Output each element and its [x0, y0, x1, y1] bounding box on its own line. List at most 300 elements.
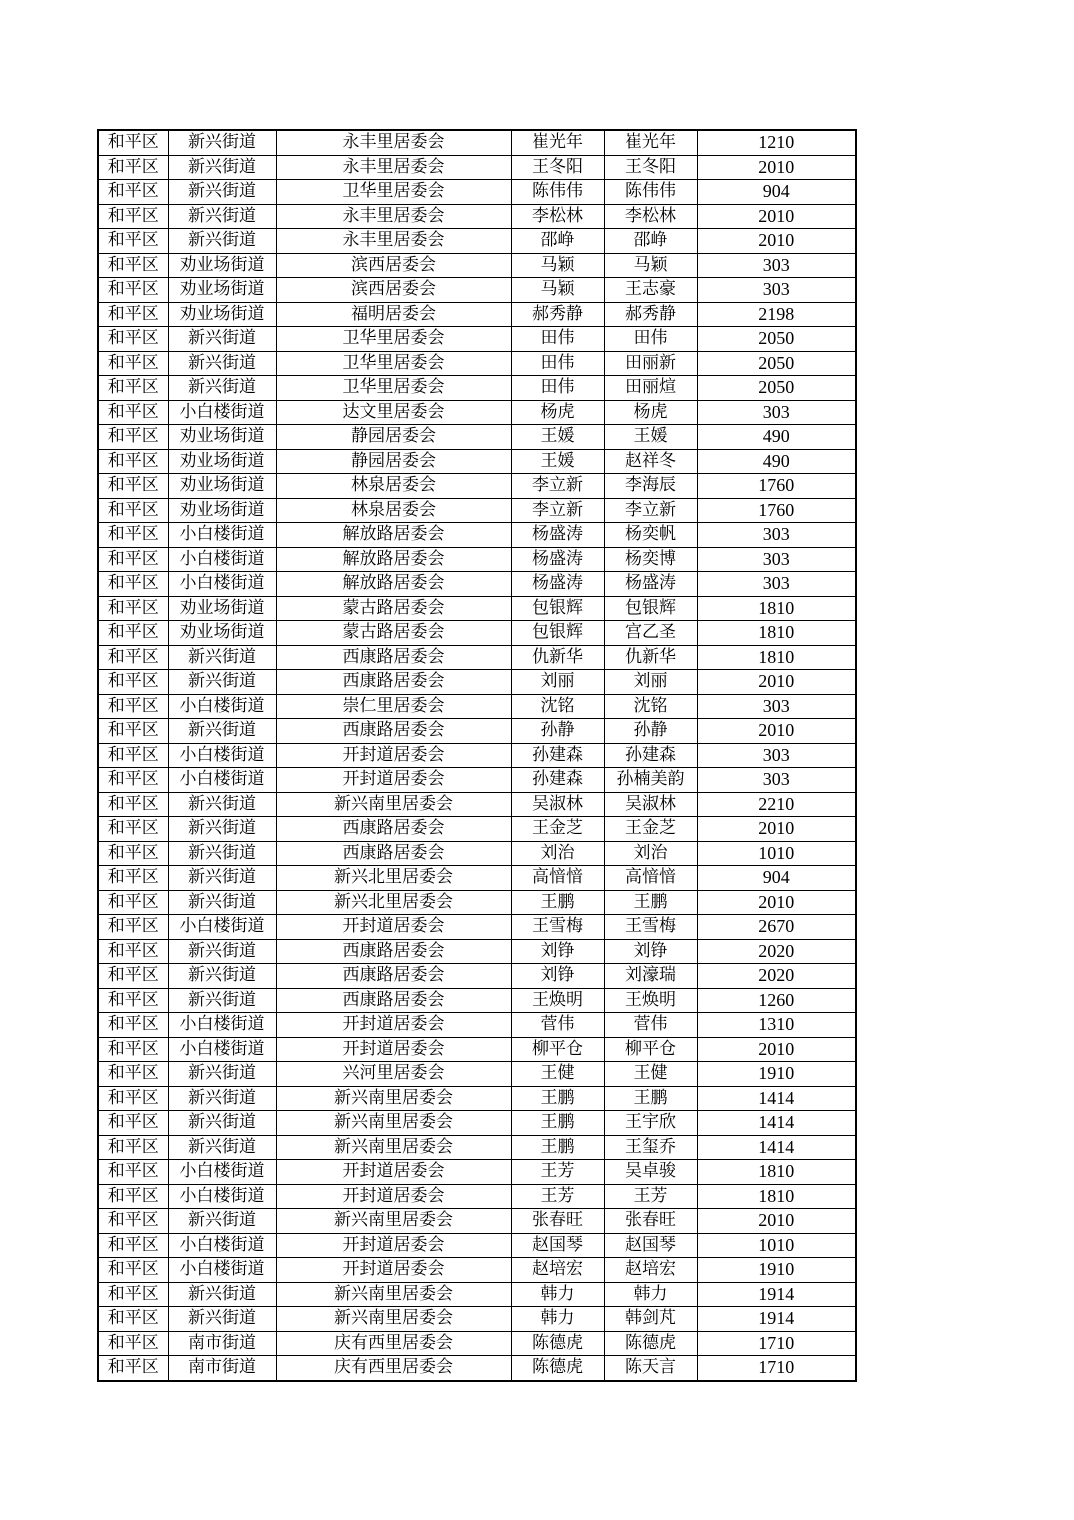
- member-name-cell: 赵培宏: [604, 1258, 697, 1283]
- district-cell: 和平区: [98, 376, 168, 401]
- district-cell: 和平区: [98, 204, 168, 229]
- committee-cell: 解放路居委会: [276, 572, 511, 597]
- committee-cell: 新兴南里居委会: [276, 1209, 511, 1234]
- head-name-cell: 陈德虎: [511, 1356, 604, 1381]
- street-cell: 南市街道: [168, 1356, 276, 1381]
- street-cell: 新兴街道: [168, 866, 276, 891]
- committee-cell: 解放路居委会: [276, 523, 511, 548]
- table-row: [98, 130, 856, 155]
- amount-cell: 2020: [697, 939, 856, 964]
- committee-cell: 开封道居委会: [276, 1160, 511, 1185]
- district-cell: 和平区: [98, 327, 168, 352]
- amount-cell: 1310: [697, 1013, 856, 1038]
- district-cell: 和平区: [98, 547, 168, 572]
- street-cell: 小白楼街道: [168, 400, 276, 425]
- street-cell: 劝业场街道: [168, 425, 276, 450]
- head-name-cell: 吴淑林: [511, 792, 604, 817]
- committee-cell: 静园居委会: [276, 425, 511, 450]
- head-name-cell: 刘治: [511, 841, 604, 866]
- street-cell: 新兴街道: [168, 204, 276, 229]
- street-cell: 小白楼街道: [168, 743, 276, 768]
- committee-cell: 西康路居委会: [276, 939, 511, 964]
- member-name-cell: 陈天言: [604, 1356, 697, 1381]
- street-cell: 小白楼街道: [168, 694, 276, 719]
- member-name-cell: 仇新华: [604, 645, 697, 670]
- head-name-cell: 王鹏: [511, 890, 604, 915]
- street-cell: 新兴街道: [168, 155, 276, 180]
- head-name-cell: 高愔愔: [511, 866, 604, 891]
- member-name-cell: 杨奕博: [604, 547, 697, 572]
- table-row: [98, 425, 856, 450]
- head-name-cell: 王鹏: [511, 1086, 604, 1111]
- table-row: [98, 768, 856, 793]
- amount-cell: 1414: [697, 1111, 856, 1136]
- head-name-cell: 王芳: [511, 1160, 604, 1185]
- street-cell: 劝业场街道: [168, 498, 276, 523]
- head-name-cell: 杨虎: [511, 400, 604, 425]
- head-name-cell: 孙建森: [511, 743, 604, 768]
- committee-cell: 西康路居委会: [276, 841, 511, 866]
- street-cell: 新兴街道: [168, 890, 276, 915]
- district-cell: 和平区: [98, 719, 168, 744]
- table-row: [98, 1258, 856, 1283]
- table-row: [98, 1209, 856, 1234]
- district-cell: 和平区: [98, 155, 168, 180]
- district-cell: 和平区: [98, 1307, 168, 1332]
- table-row: [98, 180, 856, 205]
- amount-cell: 303: [697, 523, 856, 548]
- head-name-cell: 李立新: [511, 498, 604, 523]
- street-cell: 劝业场街道: [168, 253, 276, 278]
- head-name-cell: 孙静: [511, 719, 604, 744]
- member-name-cell: 刘濠瑞: [604, 964, 697, 989]
- committee-cell: 卫华里居委会: [276, 376, 511, 401]
- table-row: [98, 988, 856, 1013]
- table-row: [98, 302, 856, 327]
- member-name-cell: 孙建森: [604, 743, 697, 768]
- member-name-cell: 田伟: [604, 327, 697, 352]
- committee-cell: 达文里居委会: [276, 400, 511, 425]
- member-name-cell: 刘丽: [604, 670, 697, 695]
- street-cell: 新兴街道: [168, 1307, 276, 1332]
- member-name-cell: 王芳: [604, 1184, 697, 1209]
- district-cell: 和平区: [98, 1209, 168, 1234]
- street-cell: 新兴街道: [168, 1135, 276, 1160]
- street-cell: 小白楼街道: [168, 1037, 276, 1062]
- table-row: [98, 1037, 856, 1062]
- member-name-cell: 赵国琴: [604, 1233, 697, 1258]
- district-cell: 和平区: [98, 229, 168, 254]
- amount-cell: 303: [697, 400, 856, 425]
- member-name-cell: 韩力: [604, 1282, 697, 1307]
- member-name-cell: 沈铭: [604, 694, 697, 719]
- amount-cell: 303: [697, 253, 856, 278]
- member-name-cell: 田丽煊: [604, 376, 697, 401]
- district-cell: 和平区: [98, 253, 168, 278]
- amount-cell: 303: [697, 278, 856, 303]
- committee-cell: 新兴南里居委会: [276, 792, 511, 817]
- committee-cell: 永丰里居委会: [276, 155, 511, 180]
- district-cell: 和平区: [98, 743, 168, 768]
- head-name-cell: 王金芝: [511, 817, 604, 842]
- member-name-cell: 杨盛涛: [604, 572, 697, 597]
- committee-cell: 新兴南里居委会: [276, 1086, 511, 1111]
- amount-cell: 1710: [697, 1356, 856, 1381]
- head-name-cell: 菅伟: [511, 1013, 604, 1038]
- head-name-cell: 孙建森: [511, 768, 604, 793]
- table-row: [98, 1111, 856, 1136]
- table-row: [98, 1086, 856, 1111]
- street-cell: 劝业场街道: [168, 474, 276, 499]
- table-row: [98, 204, 856, 229]
- head-name-cell: 王鹏: [511, 1135, 604, 1160]
- amount-cell: 1210: [697, 130, 856, 155]
- street-cell: 小白楼街道: [168, 915, 276, 940]
- head-name-cell: 柳平仓: [511, 1037, 604, 1062]
- member-name-cell: 王金芝: [604, 817, 697, 842]
- committee-cell: 新兴北里居委会: [276, 890, 511, 915]
- district-cell: 和平区: [98, 1062, 168, 1087]
- member-name-cell: 李海辰: [604, 474, 697, 499]
- street-cell: 小白楼街道: [168, 1258, 276, 1283]
- district-cell: 和平区: [98, 939, 168, 964]
- head-name-cell: 沈铭: [511, 694, 604, 719]
- member-name-cell: 刘治: [604, 841, 697, 866]
- table-row: [98, 915, 856, 940]
- member-name-cell: 杨奕帆: [604, 523, 697, 548]
- street-cell: 新兴街道: [168, 229, 276, 254]
- district-cell: 和平区: [98, 768, 168, 793]
- committee-cell: 西康路居委会: [276, 988, 511, 1013]
- district-cell: 和平区: [98, 1160, 168, 1185]
- district-cell: 和平区: [98, 670, 168, 695]
- street-cell: 劝业场街道: [168, 278, 276, 303]
- district-cell: 和平区: [98, 841, 168, 866]
- table-row: [98, 621, 856, 646]
- amount-cell: 904: [697, 180, 856, 205]
- district-cell: 和平区: [98, 1135, 168, 1160]
- committee-cell: 兴河里居委会: [276, 1062, 511, 1087]
- member-name-cell: 韩剑芃: [604, 1307, 697, 1332]
- district-cell: 和平区: [98, 449, 168, 474]
- district-cell: 和平区: [98, 351, 168, 376]
- head-name-cell: 王雪梅: [511, 915, 604, 940]
- member-name-cell: 包银辉: [604, 596, 697, 621]
- member-name-cell: 刘铮: [604, 939, 697, 964]
- member-name-cell: 王宇欣: [604, 1111, 697, 1136]
- district-cell: 和平区: [98, 817, 168, 842]
- table-row: [98, 327, 856, 352]
- district-cell: 和平区: [98, 694, 168, 719]
- head-name-cell: 田伟: [511, 376, 604, 401]
- member-name-cell: 陈德虎: [604, 1331, 697, 1356]
- amount-cell: 303: [697, 572, 856, 597]
- member-name-cell: 王冬阳: [604, 155, 697, 180]
- table-row: [98, 792, 856, 817]
- head-name-cell: 刘丽: [511, 670, 604, 695]
- table-row: [98, 1135, 856, 1160]
- head-name-cell: 王鹏: [511, 1111, 604, 1136]
- amount-cell: 2010: [697, 155, 856, 180]
- amount-cell: 1010: [697, 841, 856, 866]
- table-row: [98, 1356, 856, 1381]
- member-name-cell: 王媛: [604, 425, 697, 450]
- district-cell: 和平区: [98, 572, 168, 597]
- head-name-cell: 仇新华: [511, 645, 604, 670]
- table-row: [98, 1233, 856, 1258]
- table-row: [98, 1062, 856, 1087]
- member-name-cell: 王焕明: [604, 988, 697, 1013]
- district-cell: 和平区: [98, 425, 168, 450]
- amount-cell: 1010: [697, 1233, 856, 1258]
- street-cell: 新兴街道: [168, 670, 276, 695]
- street-cell: 新兴街道: [168, 792, 276, 817]
- amount-cell: 303: [697, 547, 856, 572]
- member-name-cell: 高愔愔: [604, 866, 697, 891]
- amount-cell: 2010: [697, 229, 856, 254]
- member-name-cell: 田丽新: [604, 351, 697, 376]
- street-cell: 新兴街道: [168, 130, 276, 155]
- head-name-cell: 王媛: [511, 425, 604, 450]
- member-name-cell: 王玺乔: [604, 1135, 697, 1160]
- district-cell: 和平区: [98, 915, 168, 940]
- district-cell: 和平区: [98, 400, 168, 425]
- district-cell: 和平区: [98, 1184, 168, 1209]
- head-name-cell: 赵国琴: [511, 1233, 604, 1258]
- member-name-cell: 王鹏: [604, 1086, 697, 1111]
- member-name-cell: 宫乙圣: [604, 621, 697, 646]
- member-name-cell: 王健: [604, 1062, 697, 1087]
- committee-cell: 永丰里居委会: [276, 204, 511, 229]
- table-row: [98, 670, 856, 695]
- member-name-cell: 李松林: [604, 204, 697, 229]
- district-cell: 和平区: [98, 278, 168, 303]
- amount-cell: 2050: [697, 327, 856, 352]
- amount-cell: 2670: [697, 915, 856, 940]
- head-name-cell: 田伟: [511, 351, 604, 376]
- district-cell: 和平区: [98, 1111, 168, 1136]
- district-cell: 和平区: [98, 596, 168, 621]
- table-row: [98, 498, 856, 523]
- committee-cell: 解放路居委会: [276, 547, 511, 572]
- amount-cell: 2020: [697, 964, 856, 989]
- street-cell: 劝业场街道: [168, 449, 276, 474]
- table-body: [98, 130, 856, 1381]
- committee-cell: 新兴南里居委会: [276, 1307, 511, 1332]
- table-row: [98, 155, 856, 180]
- amount-cell: 2010: [697, 1209, 856, 1234]
- committee-cell: 开封道居委会: [276, 1184, 511, 1209]
- district-cell: 和平区: [98, 1331, 168, 1356]
- table-row: [98, 229, 856, 254]
- street-cell: 新兴街道: [168, 645, 276, 670]
- amount-cell: 2010: [697, 204, 856, 229]
- table-row: [98, 841, 856, 866]
- street-cell: 劝业场街道: [168, 302, 276, 327]
- amount-cell: 2050: [697, 376, 856, 401]
- member-name-cell: 李立新: [604, 498, 697, 523]
- amount-cell: 303: [697, 694, 856, 719]
- head-name-cell: 王健: [511, 1062, 604, 1087]
- committee-cell: 蒙古路居委会: [276, 596, 511, 621]
- table-row: [98, 890, 856, 915]
- amount-cell: 1810: [697, 596, 856, 621]
- member-name-cell: 王雪梅: [604, 915, 697, 940]
- member-name-cell: 孙楠美韵: [604, 768, 697, 793]
- street-cell: 新兴街道: [168, 1086, 276, 1111]
- table-row: [98, 474, 856, 499]
- member-name-cell: 柳平仓: [604, 1037, 697, 1062]
- street-cell: 小白楼街道: [168, 523, 276, 548]
- committee-cell: 开封道居委会: [276, 743, 511, 768]
- table-row: [98, 1307, 856, 1332]
- street-cell: 小白楼街道: [168, 572, 276, 597]
- head-name-cell: 包银辉: [511, 621, 604, 646]
- member-name-cell: 张春旺: [604, 1209, 697, 1234]
- district-cell: 和平区: [98, 964, 168, 989]
- head-name-cell: 包银辉: [511, 596, 604, 621]
- member-name-cell: 吴淑林: [604, 792, 697, 817]
- amount-cell: 2210: [697, 792, 856, 817]
- head-name-cell: 马颖: [511, 278, 604, 303]
- table-row: [98, 400, 856, 425]
- table-row: [98, 596, 856, 621]
- amount-cell: 2010: [697, 890, 856, 915]
- committee-cell: 西康路居委会: [276, 645, 511, 670]
- amount-cell: 1914: [697, 1307, 856, 1332]
- committee-cell: 林泉居委会: [276, 498, 511, 523]
- table-row: [98, 1331, 856, 1356]
- member-name-cell: 王志豪: [604, 278, 697, 303]
- table-row: [98, 964, 856, 989]
- table-row: [98, 694, 856, 719]
- street-cell: 新兴街道: [168, 376, 276, 401]
- amount-cell: 1260: [697, 988, 856, 1013]
- amount-cell: 904: [697, 866, 856, 891]
- table-row: [98, 1160, 856, 1185]
- district-cell: 和平区: [98, 180, 168, 205]
- committee-cell: 新兴南里居委会: [276, 1282, 511, 1307]
- head-name-cell: 陈伟伟: [511, 180, 604, 205]
- district-cell: 和平区: [98, 1258, 168, 1283]
- amount-cell: 490: [697, 425, 856, 450]
- member-name-cell: 崔光年: [604, 130, 697, 155]
- street-cell: 新兴街道: [168, 1062, 276, 1087]
- head-name-cell: 杨盛涛: [511, 547, 604, 572]
- member-name-cell: 王鹏: [604, 890, 697, 915]
- head-name-cell: 韩力: [511, 1282, 604, 1307]
- table-row: [98, 939, 856, 964]
- member-name-cell: 赵祥冬: [604, 449, 697, 474]
- head-name-cell: 王媛: [511, 449, 604, 474]
- street-cell: 小白楼街道: [168, 1233, 276, 1258]
- table-row: [98, 572, 856, 597]
- committee-cell: 西康路居委会: [276, 670, 511, 695]
- table-row: [98, 866, 856, 891]
- amount-cell: 1910: [697, 1258, 856, 1283]
- head-name-cell: 马颖: [511, 253, 604, 278]
- head-name-cell: 崔光年: [511, 130, 604, 155]
- member-name-cell: 邵峥: [604, 229, 697, 254]
- head-name-cell: 李松林: [511, 204, 604, 229]
- head-name-cell: 杨盛涛: [511, 523, 604, 548]
- street-cell: 新兴街道: [168, 841, 276, 866]
- table-row: [98, 1184, 856, 1209]
- amount-cell: 490: [697, 449, 856, 474]
- member-name-cell: 杨虎: [604, 400, 697, 425]
- head-name-cell: 李立新: [511, 474, 604, 499]
- district-cell: 和平区: [98, 523, 168, 548]
- committee-cell: 滨西居委会: [276, 278, 511, 303]
- committee-cell: 林泉居委会: [276, 474, 511, 499]
- table-row: [98, 547, 856, 572]
- district-cell: 和平区: [98, 890, 168, 915]
- member-name-cell: 马颖: [604, 253, 697, 278]
- district-cell: 和平区: [98, 866, 168, 891]
- amount-cell: 303: [697, 743, 856, 768]
- street-cell: 新兴街道: [168, 964, 276, 989]
- street-cell: 劝业场街道: [168, 596, 276, 621]
- head-name-cell: 王焕明: [511, 988, 604, 1013]
- committee-cell: 庆有西里居委会: [276, 1356, 511, 1381]
- table-row: [98, 278, 856, 303]
- committee-cell: 新兴北里居委会: [276, 866, 511, 891]
- amount-cell: 1810: [697, 1184, 856, 1209]
- district-cell: 和平区: [98, 1037, 168, 1062]
- amount-cell: 1810: [697, 1160, 856, 1185]
- committee-cell: 卫华里居委会: [276, 351, 511, 376]
- committee-cell: 福明居委会: [276, 302, 511, 327]
- district-cell: 和平区: [98, 988, 168, 1013]
- committee-cell: 新兴南里居委会: [276, 1111, 511, 1136]
- committee-cell: 西康路居委会: [276, 964, 511, 989]
- committee-cell: 永丰里居委会: [276, 130, 511, 155]
- committee-cell: 开封道居委会: [276, 1258, 511, 1283]
- head-name-cell: 杨盛涛: [511, 572, 604, 597]
- head-name-cell: 张春旺: [511, 1209, 604, 1234]
- table-row: [98, 817, 856, 842]
- street-cell: 小白楼街道: [168, 1013, 276, 1038]
- committee-cell: 开封道居委会: [276, 1037, 511, 1062]
- member-name-cell: 吴卓骏: [604, 1160, 697, 1185]
- street-cell: 小白楼街道: [168, 768, 276, 793]
- table-row: [98, 449, 856, 474]
- head-name-cell: 王芳: [511, 1184, 604, 1209]
- member-name-cell: 菅伟: [604, 1013, 697, 1038]
- head-name-cell: 邵峥: [511, 229, 604, 254]
- table-row: [98, 1282, 856, 1307]
- street-cell: 南市街道: [168, 1331, 276, 1356]
- street-cell: 小白楼街道: [168, 547, 276, 572]
- committee-cell: 静园居委会: [276, 449, 511, 474]
- amount-cell: 2050: [697, 351, 856, 376]
- amount-cell: 2010: [697, 817, 856, 842]
- district-cell: 和平区: [98, 474, 168, 499]
- street-cell: 新兴街道: [168, 817, 276, 842]
- head-name-cell: 王冬阳: [511, 155, 604, 180]
- household-table: [97, 129, 857, 1382]
- amount-cell: 303: [697, 768, 856, 793]
- amount-cell: 1414: [697, 1135, 856, 1160]
- table-row: [98, 645, 856, 670]
- committee-cell: 开封道居委会: [276, 915, 511, 940]
- member-name-cell: 郝秀静: [604, 302, 697, 327]
- amount-cell: 2010: [697, 670, 856, 695]
- head-name-cell: 刘铮: [511, 939, 604, 964]
- amount-cell: 2010: [697, 1037, 856, 1062]
- district-cell: 和平区: [98, 1282, 168, 1307]
- committee-cell: 滨西居委会: [276, 253, 511, 278]
